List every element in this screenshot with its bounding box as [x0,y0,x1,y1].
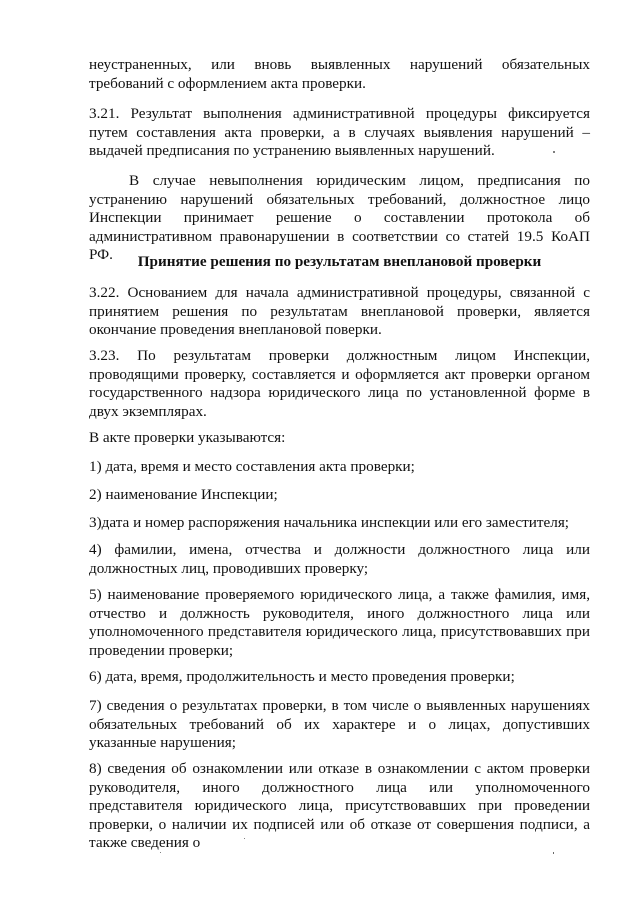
scan-speck [553,151,555,153]
paragraph-3-22: 3.22. Основанием для начала административной процедуры, связанной с принятием решения по результатам внеплановой проверки, является окончание проведения внеплановой поверки. [89,284,590,338]
paragraph-act-intro: В акте проверки указываются: [89,429,286,446]
paragraph-3-23: 3.23. По результатам проверки должностным лицом Инспекции, проводящими проверку, составляется и оформляется акт проверки органом государственного надзора юридического лица по установленной форме в двух экземплярах. [89,347,590,420]
list-item-7: 7) сведения о результатах проверки, в том числе о выявленных нарушениях обязательных требований об их характере и о лицах, допустивших указанные нарушения; [89,697,590,751]
list-item-5: 5) наименование проверяемого юридического лица, а также фамилия, имя, отчество и должность руководителя, иного должностного лица или уполномоченного представителя юридического лица, присутствовавших при проведении проверки; [89,586,590,659]
section-heading: Принятие решения по результатам внеплановой проверки [137,253,542,270]
paragraph-protocol: В случае невыполнения юридическим лицом, предписания по устранению нарушений обязательных требований, должностное лицо Инспекции принимает решение о составлении протокола об административном правонарушении в соответствии со статей 19.5 КоАП РФ. [89,172,590,263]
list-item-1: 1) дата, время и место составления акта проверки; [89,458,415,475]
scan-speck [553,852,554,854]
list-item-3: 3)дата и номер распоряжения начальника инспекции или его заместителя; [89,514,570,531]
paragraph-3-21: 3.21. Результат выполнения административной процедуры фиксируется путем составления акта проверки, а в случаях выявления нарушений – выдачей предписания по устранению выявленных нарушений. [89,105,590,159]
list-item-4: 4) фамилии, имена, отчества и должности должностного лица или должностных лиц, проводивших проверку; [89,541,590,577]
list-item-2: 2) наименование Инспекции; [89,486,278,503]
paragraph-continuation: неустраненных, или вновь выявленных нарушений обязательных требований с оформлением акта проверки. [89,56,590,92]
list-item-6: 6) дата, время, продолжительность и место проведения проверки; [89,668,515,685]
scan-speck [160,852,161,853]
list-item-8: 8) сведения об ознакомлении или отказе в ознакомлении с актом проверки руководителя, иного должностного лица или уполномоченного представителя юридического лица, присутствовавших при проведении проверки, о наличии их подписей или об отказе от совершения подписи, а также сведения о [89,760,590,851]
scan-speck [244,838,245,839]
